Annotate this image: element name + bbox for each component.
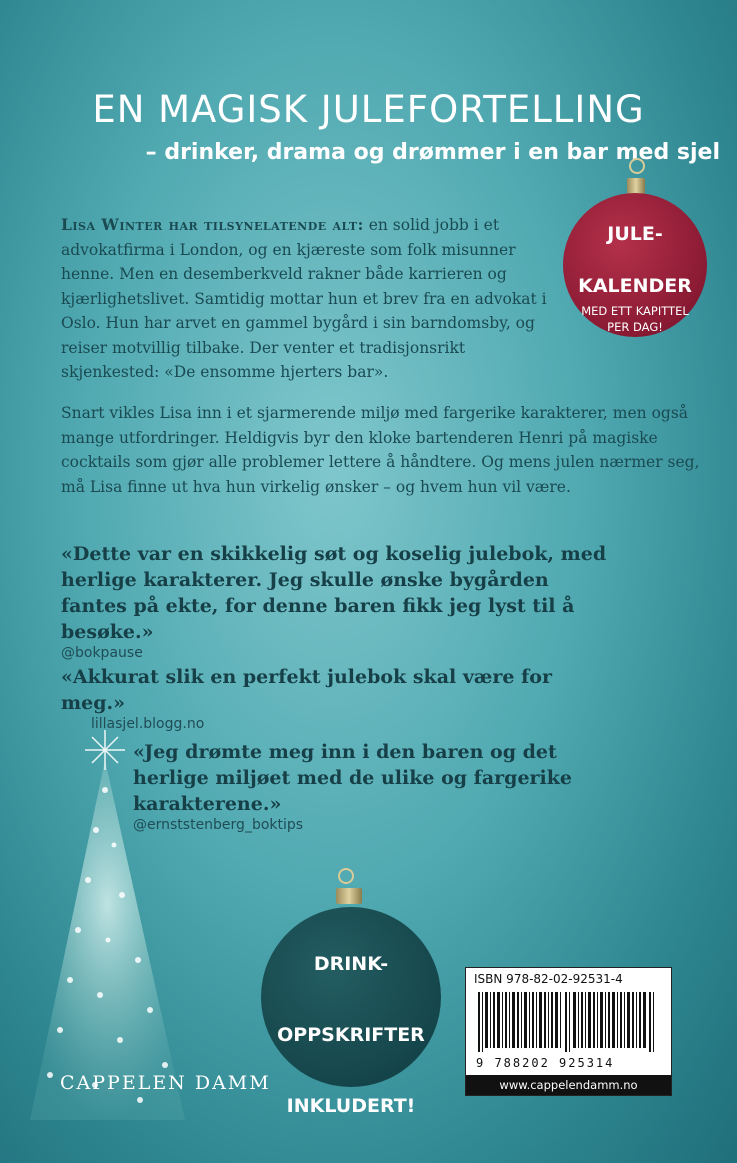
blurb-p1-rest: en solid jobb i et advokatfirma i London, og en kjæreste som folk misunner henne. Men en desemberkveld rakner både karrieren og kjærlighetslivet. Samtidig mottar hun et brev fra en advokat i Oslo. Hun har arvet en gammel bygård i sin barndomsby, og reiser motvillig tilbake. Der venter et tradisjonsrikt skjenkested: «De ensomme hjerters bar». <box>61 216 547 381</box>
quote-text: «Dette var en skikkelig søt og koselig julebok, med herlige karakterer. Jeg skulle ønske bygården fantes på ekte, for denne baren fikk jeg lyst til å besøke.» <box>61 543 607 643</box>
julekalender-badge-line1: JULE- <box>607 223 663 245</box>
drink-badge-line2: OPPSKRIFTER <box>277 1024 425 1046</box>
julekalender-badge-line3: MED ETT KAPITTEL <box>581 304 689 318</box>
julekalender-badge-line2: KALENDER <box>578 275 692 297</box>
julekalender-badge <box>563 193 707 337</box>
blurb-lead: Lisa Winter har tilsynelatende alt: <box>61 215 364 234</box>
ornament-loop-icon <box>338 868 354 884</box>
quote-text: «Jeg drømte meg inn i den baren og det herlige miljøet med de ulike og fargerike karakterene.» <box>133 741 573 815</box>
drink-badge-line3: INKLUDERT! <box>286 1095 416 1117</box>
review-quote-2 <box>61 664 621 732</box>
isbn-barcode <box>465 967 672 1096</box>
blurb-paragraph-1 <box>61 213 561 385</box>
drink-recipes-badge <box>261 907 441 1117</box>
publisher-website: www.cappelendamm.no <box>466 1075 671 1095</box>
quote-source: @ernststenberg_boktips <box>133 817 304 833</box>
quote-text: «Akkurat slik en perfekt julebok skal være for meg.» <box>61 666 552 714</box>
julekalender-badge-line4: PER DAG! <box>607 320 663 334</box>
isbn-number: ISBN 978-82-02-92531-4 <box>474 972 623 986</box>
blurb-paragraph-2: Snart vikles Lisa inn i et sjarmerende miljø med fargerike karakterer, men også mange utfordringer. Heldigvis byr den kloke bartenderen Henri på magiske cocktails som gjør alle problemer lettere å håndtere. Og mens julen nærmer seg, må Lisa finne ut hva hun virkelig ønsker – og hvem hun vil være. <box>61 404 700 496</box>
quote-source: lillasjel.blogg.no <box>91 716 205 732</box>
review-quote-3 <box>133 739 623 833</box>
ornament-loop-icon <box>629 158 645 174</box>
barcode-icon <box>466 992 671 1052</box>
cover-title: EN MAGISK JULEFORTELLING <box>92 88 645 131</box>
quote-source: @bokpause <box>61 645 143 661</box>
publisher-logo: CAPPELEN DAMM <box>60 1072 271 1094</box>
review-quote-1 <box>61 541 621 661</box>
ornament-cap-icon <box>336 888 362 904</box>
cover-subtitle: – drinker, drama og drømmer i en bar med sjel <box>145 140 720 165</box>
ornament-cap-icon <box>627 178 645 194</box>
barcode-digits: 9 788202 925314 <box>476 1056 615 1070</box>
drink-badge-line1: DRINK- <box>313 953 389 975</box>
